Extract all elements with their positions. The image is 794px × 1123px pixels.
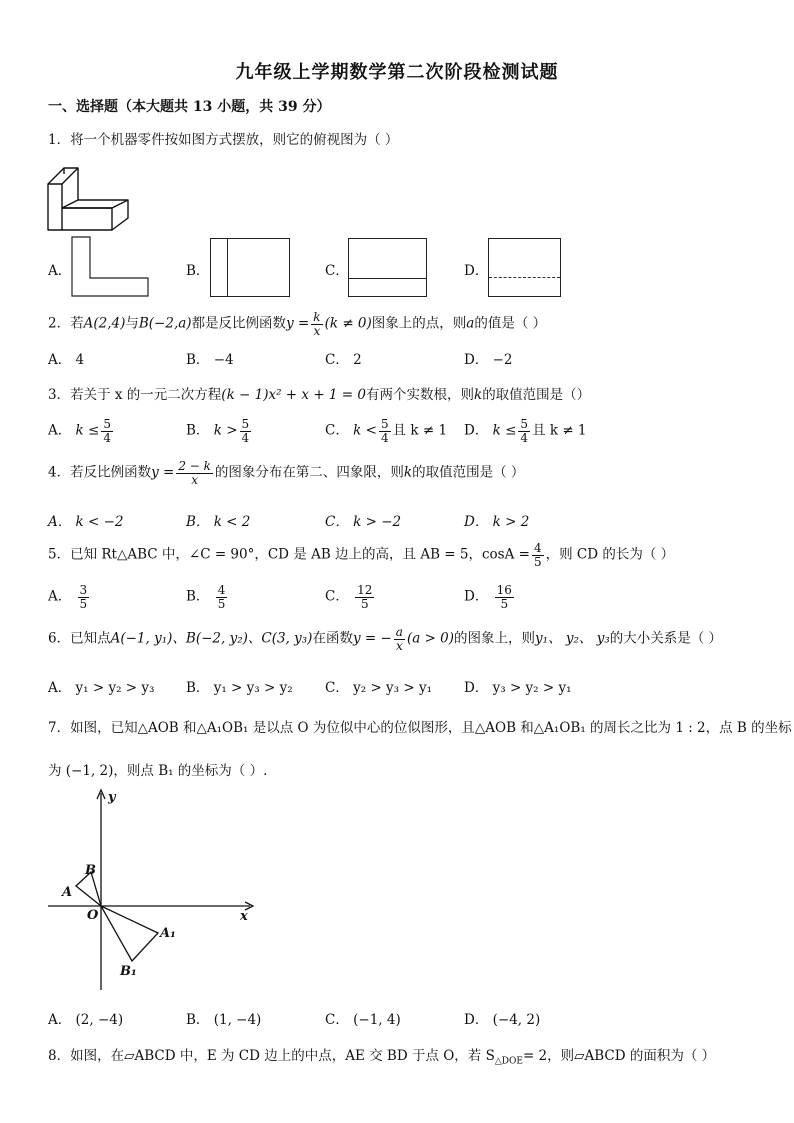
q5-option-b[interactable]: B． $\frac{4}{5}$	[186, 583, 226, 611]
q5-option-d[interactable]: D． $\frac{16}{5}$	[464, 583, 512, 611]
q7-option-b[interactable]: B． (1, −4)	[186, 1012, 262, 1028]
q4-option-b[interactable]: B． k < 2	[186, 514, 251, 530]
q1-option-d-label[interactable]: D．	[464, 263, 489, 279]
q7-option-c[interactable]: C． (−1, 4)	[325, 1012, 401, 1028]
q7-coordinate-graph	[40, 785, 265, 995]
triangle-a1ob1	[101, 906, 158, 961]
q5-option-c[interactable]: C． $\frac{12}{5}$	[325, 583, 373, 611]
q1-option-d-figure	[488, 238, 561, 297]
q6-option-a[interactable]: A． y₁ > y₂ > y₃	[48, 680, 155, 696]
q1-option-a-figure	[70, 236, 152, 298]
q2-option-b[interactable]: B． −4	[186, 352, 234, 368]
q4-option-c[interactable]: C． k > −2	[325, 514, 402, 530]
machine-part-figure	[46, 150, 136, 238]
q7-option-a[interactable]: A． (2, −4)	[48, 1012, 124, 1028]
question-7-line-2: 为 (−1, 2)，则点 B₁ 的坐标为（ ）.	[48, 763, 268, 779]
q2-option-a[interactable]: A． 4	[48, 352, 85, 368]
question-2-stem: 2．若A(2,4)与B(−2,a)都是反比例函数y = $\frac{k}{x}$ (k ≠ 0)图象上的点，则a的值是（ ）	[48, 310, 547, 338]
q3-option-a[interactable]: A． k ≤ $\frac{5}{4}$	[48, 417, 111, 445]
q3-option-b[interactable]: B． k > $\frac{5}{4}$	[186, 417, 250, 445]
q1-option-a-label[interactable]: A．	[48, 263, 72, 279]
q6-option-c[interactable]: C． y₂ > y₃ > y₁	[325, 680, 433, 696]
q2-option-c[interactable]: C． 2	[325, 352, 362, 368]
question-3-stem: 3．若关于 x 的一元二次方程(k − 1)x² + x + 1 = 0有两个实数根，则k的取值范围是（）	[48, 387, 591, 403]
q1-option-c-label[interactable]: C．	[325, 263, 349, 279]
point-b1-label: B₁	[120, 964, 137, 979]
question-5-stem: 5．已知 Rt△ABC 中，∠C = 90°，CD 是 AB 边上的高，且 AB = 5，cosA = $\frac{4}{5}$ ，则 CD 的长为（ ）	[48, 541, 675, 569]
q6-option-d[interactable]: D． y₃ > y₂ > y₁	[464, 680, 572, 696]
page-title: 九年级上学期数学第二次阶段检测试题	[235, 62, 559, 83]
q1-option-c-figure	[348, 238, 427, 297]
q4-option-d[interactable]: D． k > 2	[464, 514, 530, 530]
q3-option-d[interactable]: D． k ≤ $\frac{5}{4}$ 且 k ≠ 1	[464, 417, 587, 445]
section-heading: 一、选择题（本大题共 13 小题，共 39 分）	[48, 99, 331, 115]
q6-option-b[interactable]: B． y₁ > y₃ > y₂	[186, 680, 293, 696]
question-7-line-1: 7．如图，已知△AOB 和△A₁OB₁ 是以点 O 为位似中心的位似图形，且△AOB 和△A₁OB₁ 的周长之比为 1 : 2，点 B 的坐标	[48, 720, 792, 736]
q2-option-d[interactable]: D． −2	[464, 352, 513, 368]
q3-option-c[interactable]: C． k < $\frac{5}{4}$ 且 k ≠ 1	[325, 417, 448, 445]
question-1-stem: 1．将一个机器零件按如图方式摆放，则它的俯视图为（ ）	[48, 132, 399, 148]
q5-option-a[interactable]: A． $\frac{3}{5}$	[48, 583, 88, 611]
origin-label: O	[87, 908, 99, 923]
x-axis-label: x	[240, 909, 248, 924]
q1-option-b-label[interactable]: B．	[186, 263, 210, 279]
question-4-stem: 4．若反比例函数y = $\frac{2 - k}{x}$ 的图象分布在第二、四象限，则k的取值范围是（ ）	[48, 459, 525, 487]
point-b-label: B	[85, 863, 96, 878]
q7-option-d[interactable]: D． (−4, 2)	[464, 1012, 541, 1028]
point-a1-label: A₁	[160, 926, 176, 941]
question-8-stem: 8．如图，在▱ABCD 中，E 为 CD 边上的中点，AE 交 BD 于点 O，若 $S_{\triangle DOE}= 2$，则▱ABCD 的面积为（ ）	[48, 1048, 716, 1067]
q4-option-a[interactable]: A． k < −2	[48, 514, 124, 530]
q1-option-b-figure	[210, 238, 290, 297]
y-axis-label: y	[108, 790, 116, 805]
point-a-label: A	[62, 885, 73, 900]
question-6-stem: 6．已知点A(−1, y₁)、B(−2, y₂)、C(3, y₃)在函数y = − $\frac{a}{x}$ (a > 0)的图象上，则y₁、 y₂、 y₃的大小关系是（ ）	[48, 625, 723, 653]
